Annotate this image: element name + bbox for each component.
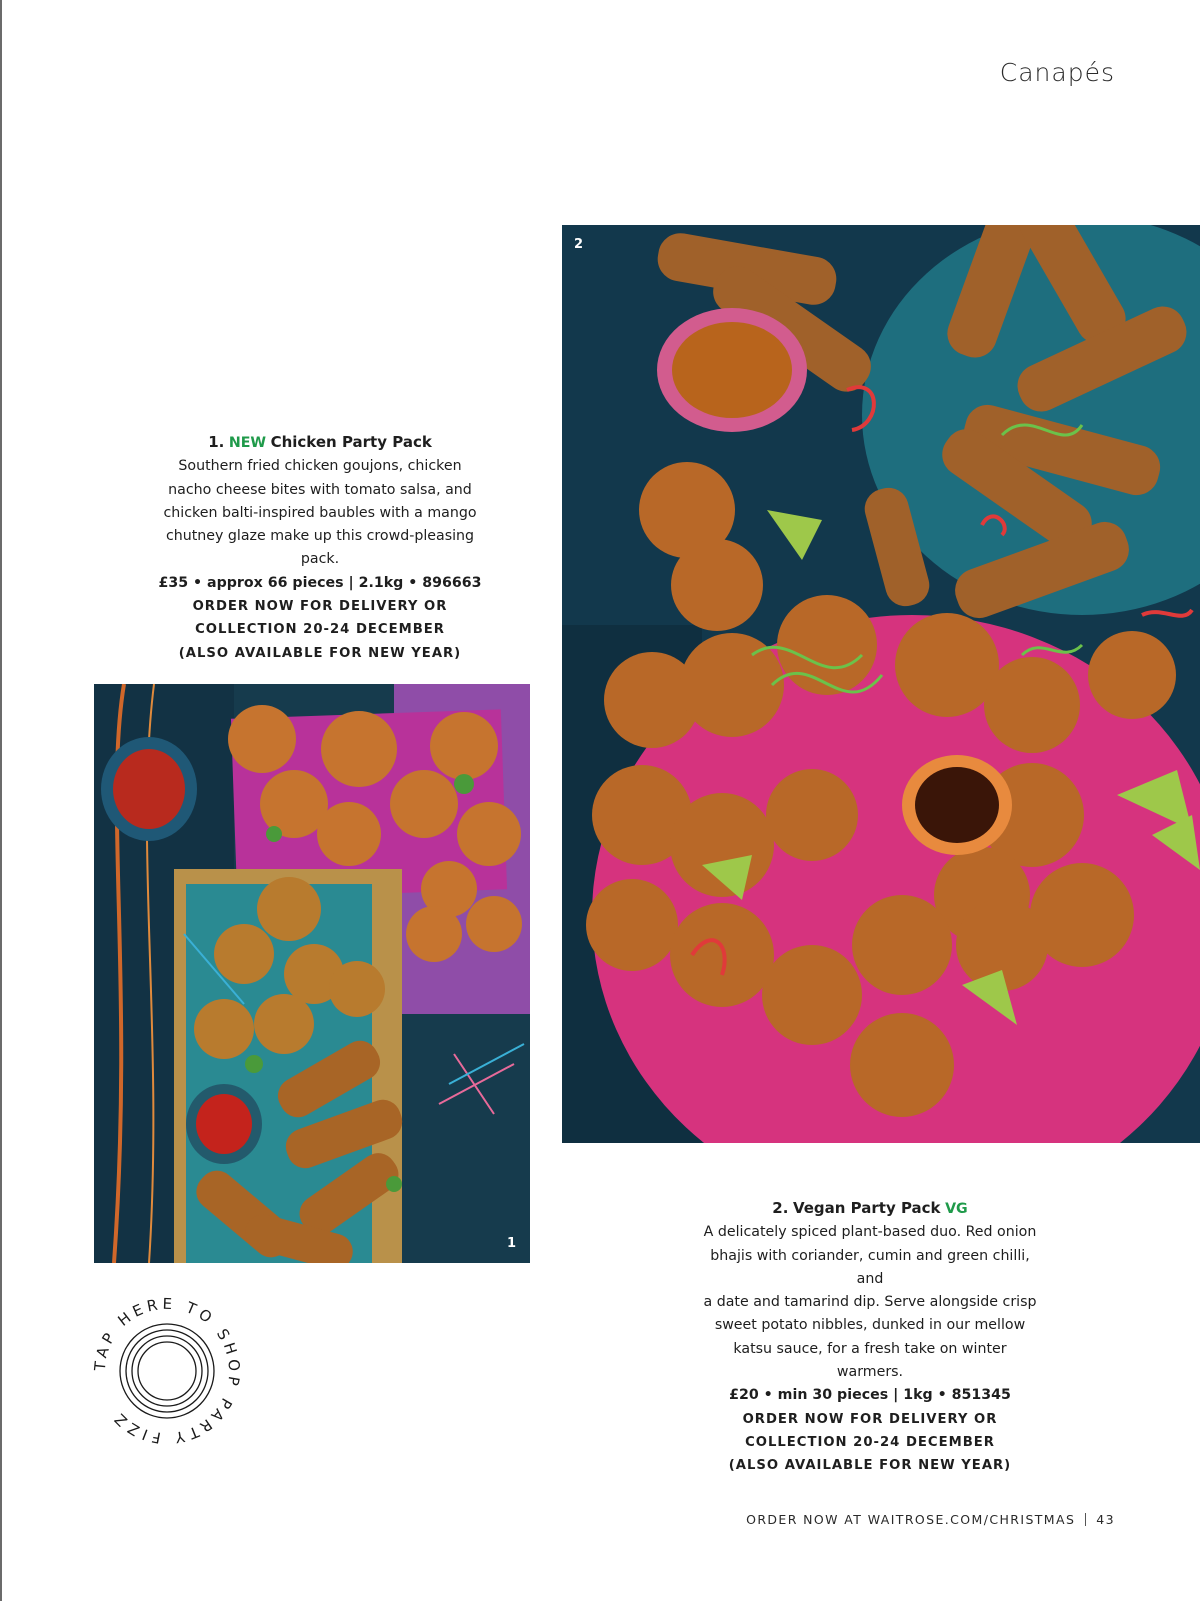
description-line: Southern fried chicken goujons, chicken [178,458,462,475]
photo-number: 1 [506,1236,516,1251]
product-chicken-party-pack [150,431,490,665]
shop-party-fizz-badge[interactable] [86,1290,248,1452]
page-number: 43 [1096,1512,1115,1527]
order-line: (ALSO AVAILABLE FOR NEW YEAR) [178,645,462,661]
description-line: bhajis with coriander, cumin and green chilli, and [710,1247,1030,1287]
product-heading [700,1197,1040,1221]
order-line: ORDER NOW FOR DELIVERY OR [192,599,448,615]
section-title: Canapés [999,58,1115,87]
product-number: 2. [772,1199,789,1217]
description-line: nacho cheese bites with tomato salsa, and [168,481,472,498]
photo-number: 2 [574,237,584,252]
product-name: Vegan Party Pack [792,1199,941,1217]
vegan-food-illustration [562,225,1200,1143]
description-line: chutney glaze make up this crowd-pleasing pack. [165,528,475,568]
order-line: COLLECTION 20-24 DECEMBER [195,622,445,638]
vegan-party-pack-photo [562,225,1200,1143]
price-line: £35 • approx 66 pieces | 2.1kg • 896663 [158,574,482,591]
concentric-circles-icon[interactable] [86,1290,248,1452]
price-line: £20 • min 30 pieces | 1kg • 851345 [729,1387,1011,1404]
chicken-party-pack-photo [94,684,530,1263]
description-line: katsu sauce, for a fresh take on winter warmers. [733,1340,1007,1381]
order-line: (ALSO AVAILABLE FOR NEW YEAR) [728,1458,1012,1474]
left-page-edge [0,0,2,1601]
description-line: A delicately spiced plant-based duo. Red onion [703,1224,1037,1241]
product-heading [150,431,490,455]
product-number: 1. [208,433,225,451]
product-vegan-party-pack [700,1197,1040,1478]
description-line: chicken balti-inspired baubles with a mango [163,504,477,521]
new-tag: NEW [228,435,267,451]
footer-link[interactable]: ORDER NOW AT WAITROSE.COM/CHRISTMAS [746,1512,1076,1527]
badge-text[interactable]: TAP HERE TO SHOP PARTY FIZZ [90,1294,244,1448]
footer-divider [1085,1513,1086,1526]
order-line: COLLECTION 20-24 DECEMBER [745,1434,995,1450]
chicken-food-illustration [94,684,530,1263]
vg-tag: VG [945,1201,968,1217]
description-line: a date and tamarind dip. Serve alongside crisp [703,1294,1037,1311]
footer [746,1512,1115,1527]
order-line: ORDER NOW FOR DELIVERY OR [742,1411,998,1427]
description-line: sweet potato nibbles, dunked in our mellow [714,1317,1026,1334]
product-name: Chicken Party Pack [270,433,432,451]
